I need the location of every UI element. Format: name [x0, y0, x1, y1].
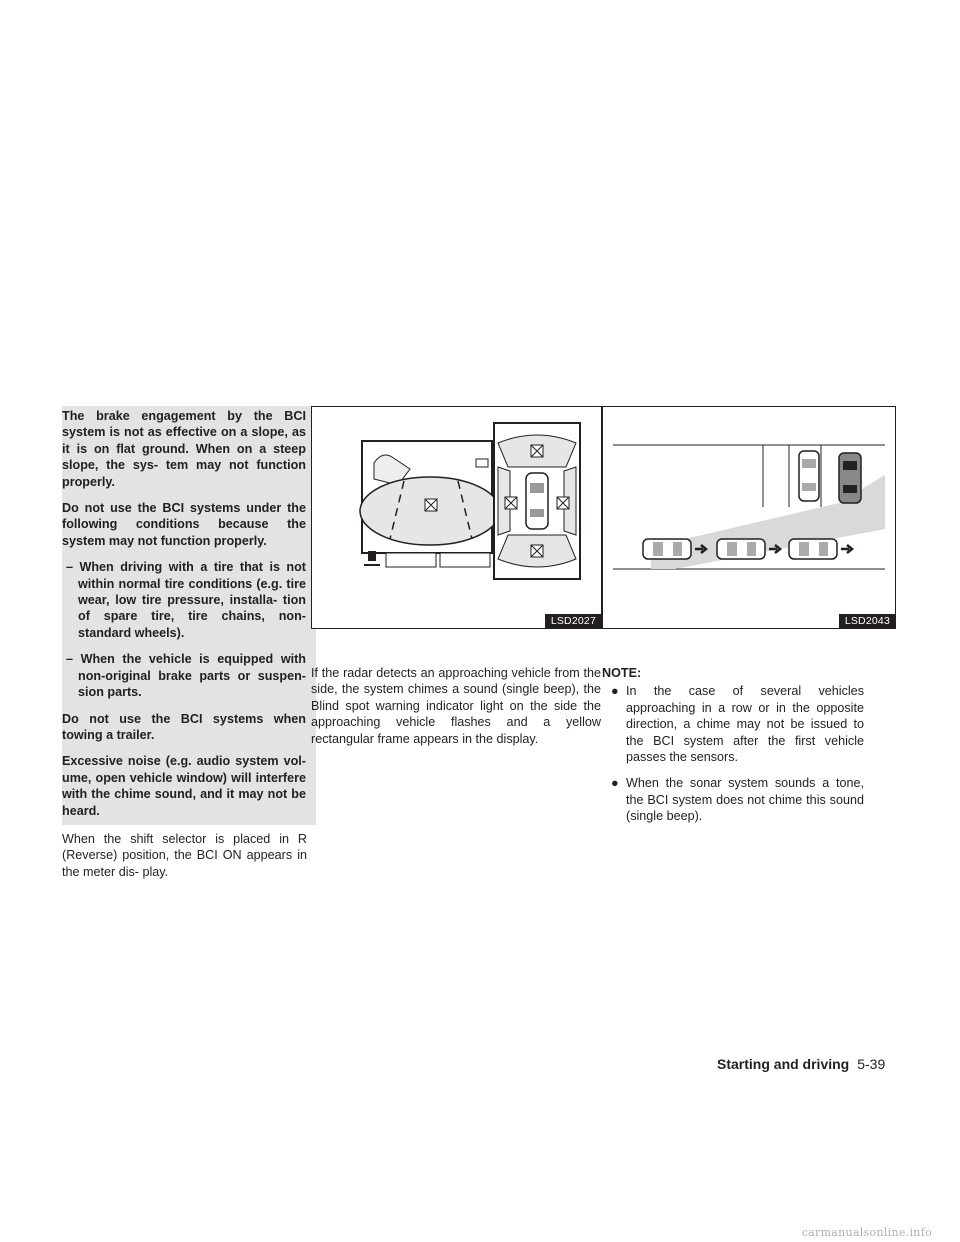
- radar-paragraph: If the radar detects an approaching vehicle from the side, the system chimes a sound (single beep), the Blind spot warning indicator light on the side the approaching vehicle flashes and a yellow rectangular frame appears in the display.: [311, 666, 601, 746]
- bullet-icon: ●: [611, 776, 619, 791]
- note-item-text: When the sonar system sounds a tone, the BCI system does not chime this sound (single beep).: [626, 776, 864, 824]
- reverse-paragraph: When the shift selector is placed in R (Reverse) position, the BCI ON appears in the meter dis- play.: [62, 831, 307, 879]
- warning-paragraph-3: Do not use the BCI systems when towing a trailer.: [62, 711, 306, 742]
- warning-item-1: – When driving with a tire that is not within normal tire conditions (e.g. tire wear, low tire pressure, installa- tion of spare tire, tire chains, non- standard wheels).: [66, 560, 306, 640]
- note-item-text: In the case of several vehicles approaching in a row or in the opposite direction, a chime may not be issued to the BCI system after the first vehicle passes the sensors.: [626, 684, 864, 765]
- note-item: [602, 775, 864, 824]
- warning-box: [62, 406, 316, 825]
- middle-column: [311, 665, 603, 747]
- section-title: Starting and driving: [717, 1056, 850, 1072]
- warning-paragraph-1: The brake engagement by the BCI system is not as effective on a slope, as it is on flat ground. When on a steep slope, the sys- tem may not function properly.: [62, 409, 306, 489]
- watermark: carmanualsonline.info: [801, 1226, 932, 1239]
- figure-label: LSD2043: [839, 614, 895, 628]
- display-illustration: [312, 407, 601, 628]
- vehicle-icon: [526, 473, 548, 529]
- warning-paragraph-4: Excessive noise (e.g. audio system vol- ume, open vehicle window) will interfere with the chime sound, and it may not be heard.: [62, 754, 306, 818]
- figure-display-illustration: [311, 406, 602, 629]
- figure-approaching-vehicles: [602, 406, 896, 629]
- parking-illustration: [603, 407, 895, 628]
- note-item: [602, 683, 864, 765]
- page-footer: [717, 1056, 885, 1072]
- warning-paragraph-2: Do not use the BCI systems under the following conditions because the system may not function properly.: [62, 501, 306, 548]
- note-list: [602, 683, 864, 824]
- crossed-box-icon: [425, 499, 437, 511]
- page-number: 5-39: [857, 1056, 886, 1072]
- bullet-icon: ●: [611, 684, 619, 699]
- right-column: [602, 665, 894, 835]
- parked-car-icon: [799, 451, 861, 503]
- approaching-car-icon: [643, 539, 852, 559]
- figure-label: LSD2027: [545, 614, 601, 628]
- warning-item-2: – When the vehicle is equipped with non-original brake parts or suspen- sion parts.: [66, 652, 306, 700]
- note-heading: NOTE:: [602, 666, 642, 680]
